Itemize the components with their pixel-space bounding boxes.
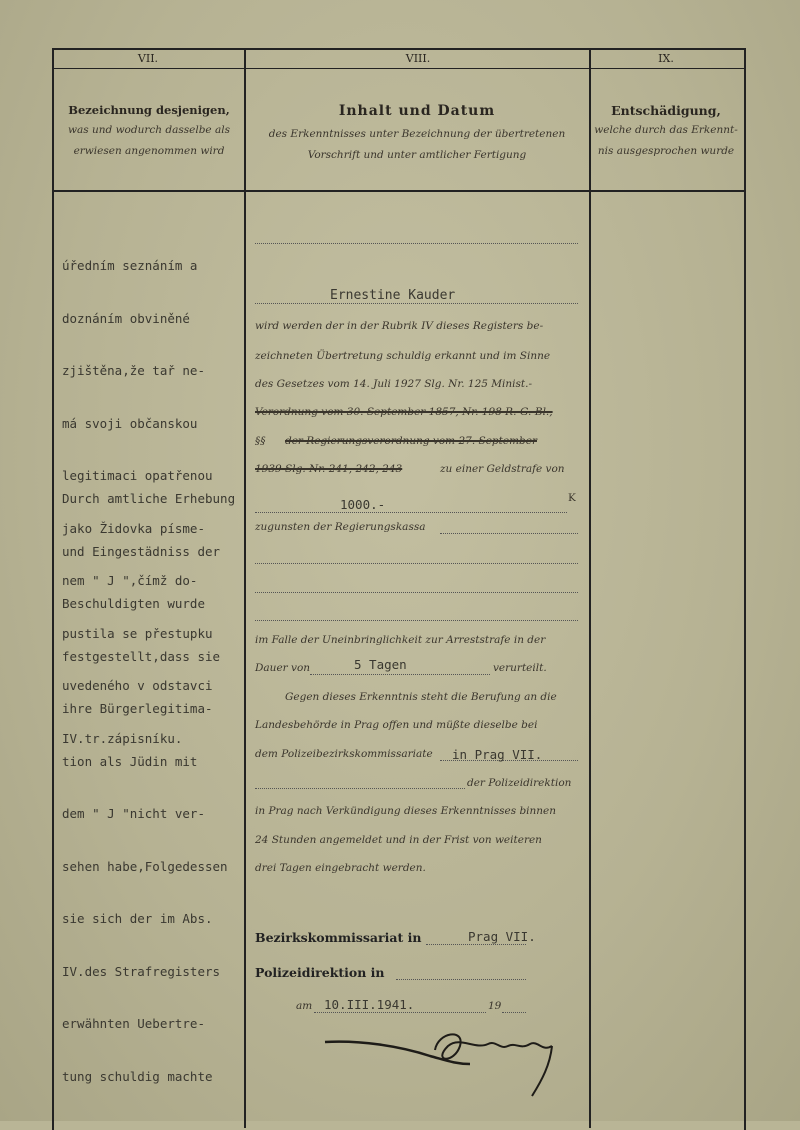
form-line-polizei: dem Polizeibezirkskommissariate xyxy=(255,748,433,760)
subtitle-line: welche durch das Erkennt- xyxy=(594,124,738,136)
form-line-section-prefix: §§ xyxy=(255,435,266,447)
blank-dotted-line xyxy=(255,592,578,593)
header-bottom-divider xyxy=(52,190,744,192)
form-line-wird: wird werden der in der Rubrik IV dieses Registers be- xyxy=(255,320,544,332)
bezirk-label: Bezirkskommissariat in xyxy=(255,930,422,945)
typed-line: uvedeného v odstavci xyxy=(62,678,213,693)
typed-line: tung schuldig machte xyxy=(62,1068,213,1084)
typed-line: zjištěna,že tař ne- xyxy=(62,363,205,378)
column-number-ix: IX. xyxy=(658,52,674,65)
polizei-dotted-line xyxy=(396,979,526,980)
blank-dotted-line xyxy=(255,563,578,564)
typed-line: Durch amtliche Erhebung xyxy=(62,491,236,506)
year-dotted-line xyxy=(502,1012,526,1013)
subtitle-line: nis ausgesprochen wurde xyxy=(597,145,735,157)
subtitle-line: des Erkenntnisses unter Bezeichnung der übertretenen xyxy=(268,128,566,140)
form-line-der-polizei: der Polizeidirektion xyxy=(467,777,572,789)
typed-line: tion als Jüdin mit xyxy=(62,753,198,769)
typed-line: erwähnten Uebertre- xyxy=(62,1016,205,1031)
bezirk-value: Prag VII. xyxy=(468,929,536,944)
typed-line: má svoji občanskou xyxy=(62,415,198,431)
typed-line: Beschuldigten wurde xyxy=(62,596,205,611)
form-line-in-prag: in Prag nach Verkündigung dieses Erkenntnisses binnen xyxy=(255,805,557,817)
form-line-verurteilt: verurteilt. xyxy=(493,662,547,674)
subtitle-line: Vorschrift und unter amtlicher Fertigung xyxy=(307,149,527,161)
typed-line: úředním seznáním a xyxy=(62,258,198,273)
typed-line: doznáním obviněné xyxy=(62,310,190,326)
date-prefix: am xyxy=(296,1000,313,1012)
form-line-24: 24 Stunden angemeldet und in der Frist von weiteren xyxy=(255,834,542,846)
currency-symbol: K xyxy=(568,492,576,504)
fine-amount: 1000.- xyxy=(340,497,386,512)
blank-dotted-line xyxy=(255,788,465,789)
form-line-regierung: der Regierungsverordnung vom 27. September xyxy=(285,435,537,447)
form-line-berufung: Gegen dieses Erkenntnis steht die Berufung an die xyxy=(285,691,557,703)
form-line-uneinbringlich: im Falle der Uneinbringlichkeit zur Arreststrafe in der xyxy=(255,634,546,646)
header-number-divider xyxy=(52,68,744,69)
subtitle-line: was und wodurch dasselbe als xyxy=(68,124,230,136)
subtitle-line: erwiesen angenommen wird xyxy=(73,145,225,157)
form-line-zeichneten: zeichneten Übertretung schuldig erkannt und im Sinne xyxy=(255,350,551,362)
date-value: 10.III.1941. xyxy=(324,997,415,1012)
column-title-vii: Bezeichnung desjenigen, xyxy=(68,103,230,117)
form-line-dauer: Dauer von xyxy=(255,662,311,674)
polizei-label: Polizeidirektion in xyxy=(255,965,385,980)
column-title-viii: Inhalt und Datum xyxy=(338,103,496,119)
typed-line: sie sich der im Abs. xyxy=(62,911,213,926)
amount-dotted-line xyxy=(255,512,567,513)
column-subtitle-viii xyxy=(248,124,586,166)
typed-line: IV.tr.zápisníku. xyxy=(62,730,183,746)
column-subtitle-vii xyxy=(56,120,242,162)
typed-line: nem " J ",čímž do- xyxy=(62,573,198,588)
form-line-slg: 1939 Slg. Nr. 241, 242, 243 xyxy=(255,463,403,475)
form-line-zugunsten: zugunsten der Regierungskassa xyxy=(255,521,426,533)
typed-line: IV.des Strafregisters xyxy=(62,963,221,979)
typed-line: ihre Bürgerlegitima- xyxy=(62,701,213,716)
form-line-drei: drei Tagen eingebracht werden. xyxy=(255,862,426,874)
column-divider-1 xyxy=(244,48,246,1128)
kassa-dotted-line xyxy=(440,533,578,534)
typed-line: legitimaci opatřenou xyxy=(62,468,213,483)
year-suffix: 19 xyxy=(488,1000,502,1012)
typed-line: festgestellt,dass sie xyxy=(62,648,221,664)
german-typed-text xyxy=(62,455,235,1103)
typed-line: und Eingestädniss der xyxy=(62,543,221,559)
duration-dotted-line xyxy=(310,674,490,675)
column-subtitle-ix xyxy=(592,120,740,162)
arrest-duration: 5 Tagen xyxy=(354,657,407,672)
column-number-vii: VII. xyxy=(137,52,159,65)
column-divider-2 xyxy=(589,48,591,1128)
form-line-geldstrafe: zu einer Geldstrafe von xyxy=(440,463,565,475)
defendant-name: Ernestine Kauder xyxy=(330,288,456,303)
signature-icon xyxy=(320,1020,570,1100)
typed-line: pustila se přestupku xyxy=(62,625,213,641)
column-number-viii: VIII. xyxy=(405,52,431,65)
form-line-verordnung: Verordnung vom 30. September 1857, Nr. 198 R.-G.-Bl., xyxy=(255,406,553,418)
typed-line: jako Židovka písme- xyxy=(62,520,205,536)
office-typed: in Prag VII. xyxy=(452,747,543,762)
blank-dotted-line xyxy=(255,620,578,621)
blank-dotted-line xyxy=(255,243,578,244)
typed-line: dem " J "nicht ver- xyxy=(62,806,205,821)
typed-line: sehen habe,Folgedessen xyxy=(62,858,228,874)
form-line-gesetz: des Gesetzes vom 14. Juli 1927 Slg. Nr. 125 Minist.- xyxy=(255,378,533,390)
column-title-ix: Entschädigung, xyxy=(611,103,721,118)
form-line-landes: Landesbehörde in Prag offen und müßte dieselbe bei xyxy=(255,719,538,731)
